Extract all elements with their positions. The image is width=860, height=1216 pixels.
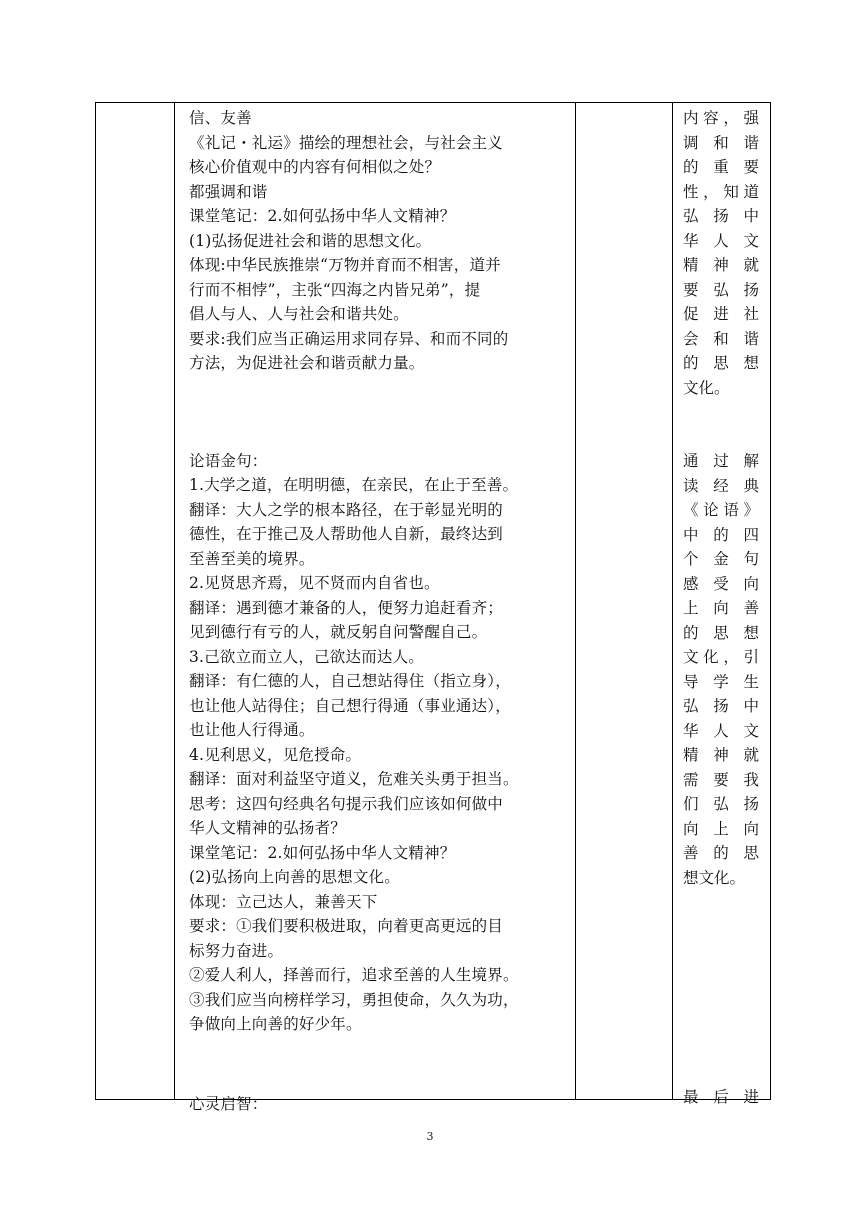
- table-cell-stage: [96, 103, 175, 1100]
- content-line: 翻译：大人之学的根本路径，在于彰显光明的: [189, 500, 504, 519]
- intent-line: 善的思: [683, 844, 759, 862]
- intent-section-harmony: [683, 106, 759, 400]
- teaching-content-text: [189, 106, 577, 1116]
- content-line: 课堂笔记：2.如何弘扬中华人文精神？: [189, 843, 456, 862]
- content-line: 也让他人行得通。: [189, 721, 315, 739]
- content-line: 要求:我们应当正确运用求同存异、和而不同的: [189, 329, 509, 348]
- intent-line: 们弘扬: [683, 795, 759, 813]
- content-line: 标努力奋进。: [189, 941, 284, 960]
- intent-line: 想文化。: [683, 868, 746, 887]
- intent-line: 读经典: [683, 476, 759, 495]
- intent-line: 会和谐: [683, 329, 759, 348]
- content-line: 倡人与人、人与社会和谐共处。: [189, 305, 409, 323]
- content-line: 《礼记・礼运》描绘的理想社会，与社会主义: [189, 133, 504, 152]
- intent-line: 向上向: [683, 819, 759, 838]
- content-line: 方法，为促进社会和谐贡献力量。: [189, 354, 425, 372]
- intent-line: 的重要: [683, 158, 759, 176]
- content-line: ②爱人利人，择善而行，追求至善的人生境界。: [189, 966, 519, 984]
- intent-line: 上向善: [683, 599, 759, 617]
- intent-line: 需要我: [683, 770, 759, 789]
- content-line: 信、友善: [189, 109, 252, 127]
- intent-line: 精神就: [683, 256, 759, 274]
- intent-line: 感受向: [683, 574, 759, 593]
- content-section-analects: [189, 449, 577, 1037]
- content-line: 争做向上向善的好少年。: [189, 1015, 362, 1033]
- content-line: 也让他人站得住；自己想行得通（事业通达），: [189, 696, 511, 715]
- page-number: 3: [426, 1130, 434, 1143]
- intent-line: 通过解: [683, 452, 759, 470]
- intent-line: 导学生: [683, 672, 759, 691]
- content-line: 3.己欲立而立人，己欲达而达人。: [189, 647, 424, 666]
- intent-line: 的思想: [683, 623, 759, 642]
- content-line: 课堂笔记：2.如何弘扬中华人文精神？: [189, 207, 456, 225]
- intent-line: 个金句: [683, 550, 759, 568]
- intent-line: 文化。: [683, 378, 730, 397]
- intent-line: 最后进: [683, 1088, 759, 1106]
- intent-line: 的思想: [683, 354, 759, 372]
- intent-line: 内容，强: [683, 109, 759, 127]
- content-line: (1)弘扬促进社会和谐的思想文化。: [189, 231, 432, 250]
- design-intent-text: [683, 106, 759, 1110]
- content-line: 体现：立己达人，兼善天下: [189, 892, 378, 911]
- content-line: 见到德行有亏的人，就反躬自问警醒自己。: [189, 623, 488, 641]
- intent-section-inspiration: [683, 1085, 759, 1110]
- intent-line: 中的四: [683, 525, 759, 544]
- intent-line: 调和谐: [683, 133, 759, 152]
- content-line: 要求：①我们要积极进取，向着更高更远的目: [189, 917, 504, 935]
- content-line: 都强调和谐: [189, 182, 268, 201]
- content-line: ③我们应当向榜样学习，勇担使命，久久为功，: [189, 990, 519, 1009]
- content-line: 心灵启智：: [189, 1094, 268, 1113]
- intent-line: 促进社: [683, 305, 759, 323]
- content-section-inspiration: [189, 1092, 577, 1117]
- content-line: 论语金句：: [189, 451, 268, 470]
- content-line: 翻译：有仁德的人，自己想站得住（指立身），: [189, 672, 511, 690]
- intent-line: 性，知道: [683, 182, 759, 201]
- content-line: 至善至美的境界。: [189, 549, 315, 568]
- content-line: 1.大学之道，在明明德，在亲民，在止于至善。: [189, 476, 519, 494]
- content-line: 德性，在于推己及人帮助他人自新，最终达到: [189, 525, 504, 543]
- intent-line: 要弘扬: [683, 280, 759, 299]
- content-line: 翻译：遇到德才兼备的人，便努力追赶看齐；: [189, 598, 504, 617]
- content-line: 行而不相悖”，主张“四海之内皆兄弟”，提: [189, 280, 481, 299]
- intent-line: 精神就: [683, 746, 759, 764]
- intent-section-analects: [683, 449, 759, 890]
- intent-line: 弘扬中: [683, 207, 759, 225]
- content-line: 翻译：面对利益坚守道义，危难关头勇于担当。: [189, 770, 519, 788]
- intent-line: 《论语》: [683, 501, 759, 519]
- content-line: 核心价值观中的内容有何相似之处？: [189, 158, 441, 176]
- intent-line: 华人文: [683, 231, 759, 250]
- content-line: 体现:中华民族推崇“万物并育而不相害，道并: [189, 256, 501, 274]
- content-line: 思考：这四句经典名句提示我们应该如何做中: [189, 794, 504, 813]
- content-line: 4.见利思义，见危授命。: [189, 745, 362, 764]
- content-line: 华人文精神的弘扬者？: [189, 819, 347, 837]
- intent-line: 华人文: [683, 721, 759, 740]
- content-section-harmony: [189, 106, 577, 376]
- content-line: (2)弘扬向上向善的思想文化。: [189, 868, 400, 886]
- intent-line: 弘扬中: [683, 697, 759, 715]
- content-line: 2.见贤思齐焉，见不贤而内自省也。: [189, 574, 440, 592]
- intent-line: 文化，引: [683, 648, 759, 666]
- table-cell-student-activity: [576, 103, 673, 1100]
